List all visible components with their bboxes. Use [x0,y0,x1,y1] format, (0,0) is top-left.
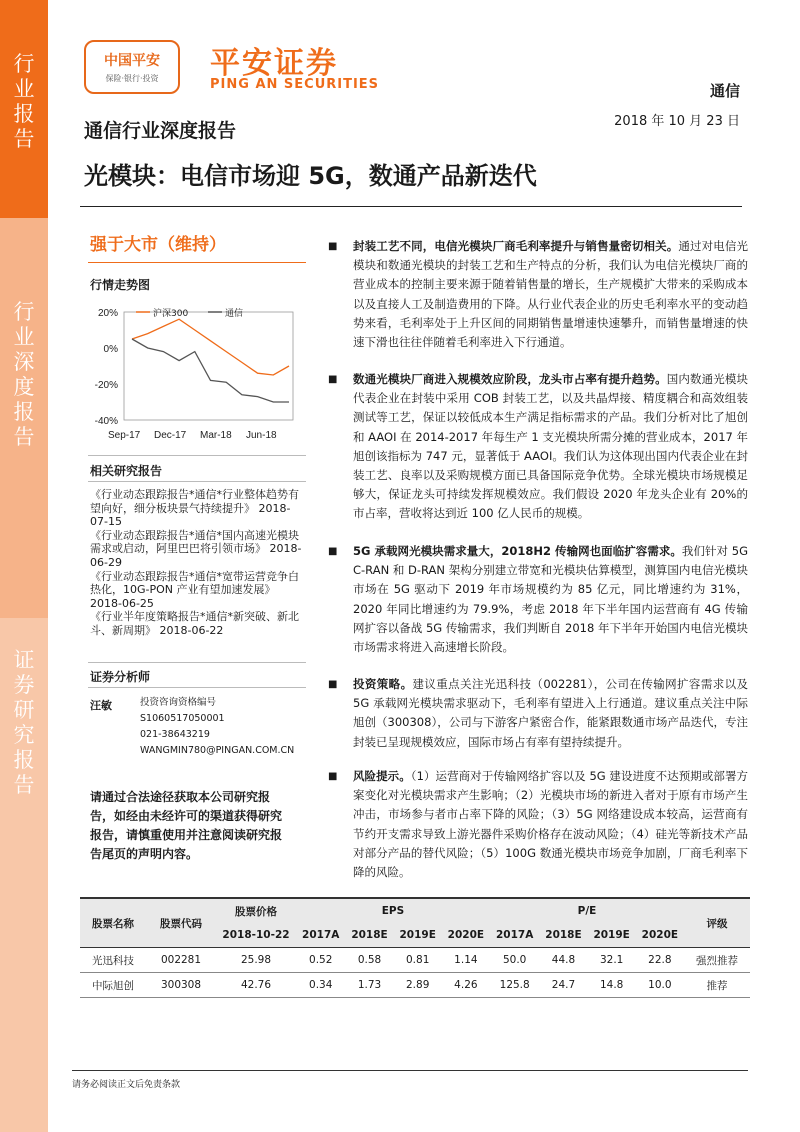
series-line-0 [132,319,289,375]
related-reports-heading: 相关研究报告 [90,464,163,478]
legend-label: 通信 [225,309,244,319]
license-label: 投资咨询资格编号 [140,697,217,708]
cell-pe: 44.8 [539,948,587,973]
industry-label: 通信 [709,82,740,100]
divider [88,455,306,456]
x-tick-label: Jun-18 [246,430,277,441]
bullet-lead: 风险提示。 [353,769,411,783]
bullet-text: 我们针对 5G C-RAN 和 D-RAN 架构分别建立带宽和光模块估算模型，测算国内电信光模块市场在 5G 驱动下 2019 年市场规模约为 85 亿元，同比增速约为 31%，2020 年同比增速约为 79.9%，考虑 2018 年下半年国内运营商有 4G 传输网扩容以备战 5G 传输需求，我们判断自 2018 年下半年开始国内电信光模块市场需求将进入高速增长阶段。 [353,544,748,655]
col-header-year: 2019E [394,923,442,948]
table-row [80,948,750,973]
col-header-year: 2017A [490,923,539,948]
col-header-eps: EPS [296,898,490,923]
cell-pe: 10.0 [636,973,684,998]
ping-an-securities-logo-cn: 平安证券 [210,46,338,81]
footer-divider [72,1070,748,1071]
report-item[interactable]: 《行业动态跟踪报告*通信*国内高速光模块需求或启动，阿里巴巴将引领市场》 2018-06-29 [90,528,302,569]
cell-pe: 22.8 [636,948,684,973]
sidebar-text-report: 行业报告 [13,52,35,151]
sidebar-segment-report [0,0,48,218]
cell-pe: 50.0 [490,948,539,973]
col-header-price-date: 2018-10-22 [216,923,296,948]
bullet-datacom [328,370,748,524]
cell-pe: 24.7 [539,973,587,998]
bullet-text: 国内数通光模块代表企业在封装中采用 COB 封装工艺，以及共晶焊接、精度耦合和高效组装测试等工艺，保证以较低成本生产满足指标需求的产品。我们分析对比了旭创和 AAOI 在 2014-2017 年每生产 1 支光模块所需分摊的营业成本，2017 年旭创该指标为 747 元，显著低于 AAOI。我们认为这体现出国内代表企业在封装工艺、良率以及采购规模方面已具备国际竞争优势。全球光模块市场规模足够大，保证龙头可持续发挥规模效应。我们假设 2020 年龙头企业有 20%的市占率，营收将达到近 100 亿人民币的规模。 [353,372,749,521]
cell-pe: 14.8 [588,973,636,998]
license-number: S1060517050001 [140,713,225,724]
col-header-price: 股票价格 [216,898,296,923]
rating-divider [88,262,306,263]
sidebar-label-research [0,648,48,798]
table-row [80,973,750,998]
rating-label: 强于大市（维持） [90,235,226,255]
cell-eps: 1.73 [345,973,393,998]
bullet-strategy [328,675,748,752]
cell-eps: 0.34 [296,973,345,998]
ping-an-logo-tagline: 保险·银行·投资 [105,74,159,83]
square-bullet-icon: ■ [328,771,338,782]
square-bullet-icon: ■ [328,374,338,385]
y-tick-label: -20% [94,380,118,391]
bullet-text: （1）运营商对于传输网络扩容以及 5G 建设进度不达预期或部署方案变化对光模块需求产生影响；（2）光模块市场的新进入者对于原有市场产生冲击，市场参与者市占率下降的风险；（3）5G 网络建设成本较高，运营商有节约开支需求导致上游光器件采购价格存在波动风险；（4）硅光等新技术产品对部分产品的替代风险；（5）100G 数通光模块市场竞争加剧，厂商毛利率下降的风险。 [353,769,748,880]
cell-pe: 32.1 [588,948,636,973]
x-tick-label: Sep-17 [108,430,141,441]
market-chart-heading: 行情走势图 [90,278,151,292]
divider [88,687,306,688]
bullet-text: 通过对电信光模块和数通光模块的封装工艺和生产特点的分析，我们认为电信光模块厂商的营业成本的控制主要来源于随着销售量的增长，生产规模扩大带来的采购成本以及直接人工及制造费用的下降。从行业代表企业的历史毛利率水平的变动趋势来看，毛利率处于上升区间的同期销售量增速快速攀升，而销售量增速的快速下滑也往往伴随着毛利率进入下行通道。 [353,239,748,350]
bullet-lead: 5G 承载网光模块需求量大，2018H2 传输网也面临扩容需求。 [353,544,682,558]
sidebar-label-report [0,52,48,152]
report-item[interactable]: 《行业半年度策略报告*通信*新突破、新北斗、新周期》 2018-06-22 [90,610,299,637]
report-item[interactable]: 《行业动态跟踪报告*通信*宽带运营竞争白热化，10G-PON 产业有望加速发展》 2018-06-25 [90,569,299,610]
analyst-info [140,695,294,759]
cell-eps: 4.26 [442,973,490,998]
report-title: 光模块：电信市场迎 5G，数通产品新迭代 [84,162,537,190]
cell-eps: 0.81 [394,948,442,973]
chart-frame [124,312,293,420]
cell-name: 光迅科技 [80,948,146,973]
cell-name: 中际旭创 [80,973,146,998]
cell-rating: 强烈推荐 [684,948,750,973]
col-header-year: 2020E [442,923,490,948]
col-header-year: 2017A [296,923,345,948]
cell-eps: 1.14 [442,948,490,973]
y-tick-label: 20% [97,308,118,319]
col-header-name: 股票名称 [80,898,146,948]
bullet-text: 建议重点关注光迅科技（002281），公司在传输网扩容需求以及 5G 承载网光模块需求驱动下，毛利率有望进入上行通道。建议重点关注中际旭创（300308），公司与下游客户紧密合作，能紧跟数通市场产品迭代，专注封装已呈现规模效应，国际市场占有率有望持续提升。 [353,677,749,749]
title-divider [80,206,742,207]
cell-pe: 125.8 [490,973,539,998]
y-tick-label: 0% [103,344,118,355]
ping-an-logo-text: 中国平安 [104,53,160,69]
cell-rating: 推荐 [684,973,750,998]
col-header-pe: P/E [490,898,684,923]
x-tick-label: Mar-18 [200,430,232,441]
sidebar-text-research: 证券研究报告 [13,648,35,797]
analyst-phone: 021-38643219 [140,729,210,740]
bullet-lead: 封装工艺不同，电信光模块厂商毛利率提升与销售量密切相关。 [353,239,679,253]
sidebar-segment-research [0,618,48,1132]
ping-an-group-logo [84,40,180,94]
sidebar-label-deep [0,300,48,450]
series-line-1 [132,339,289,402]
footer-disclaimer: 请务必阅读正文后免责条款 [72,1080,181,1090]
cell-price: 42.76 [216,973,296,998]
report-subtitle: 通信行业深度报告 [84,120,237,142]
square-bullet-icon: ■ [328,546,338,557]
ping-an-securities-logo-en: PING AN SECURITIES [210,77,380,92]
legend-label: 沪深300 [153,309,189,319]
legal-notice: 请通过合法途径获取本公司研究报告，如经由未经许可的渠道获得研究报告，请慎重使用并注意阅读研究报告尾页的声明内容。 [90,790,283,861]
cell-code: 002281 [146,948,216,973]
bullet-5g [328,542,748,657]
col-header-rating: 评级 [684,898,750,948]
square-bullet-icon: ■ [328,679,338,690]
sidebar-text-deep: 行业深度报告 [13,300,35,449]
col-header-year: 2020E [636,923,684,948]
cell-price: 25.98 [216,948,296,973]
cell-code: 300308 [146,973,216,998]
analyst-name: 汪敏 [90,699,112,712]
analyst-email[interactable]: WANGMIN780@PINGAN.COM.CN [140,745,295,756]
sidebar-segment-deep [0,218,48,618]
analyst-heading: 证券分析师 [90,670,151,684]
x-tick-label: Dec-17 [154,430,187,441]
divider [88,662,306,663]
col-header-year: 2018E [345,923,393,948]
cell-eps: 0.52 [296,948,345,973]
col-header-year: 2018E [539,923,587,948]
cell-eps: 0.58 [345,948,393,973]
col-header-year: 2019E [588,923,636,948]
bullet-risk [328,767,748,882]
related-reports-list [90,488,302,638]
market-trend-chart [88,298,303,446]
bullet-lead: 投资策略。 [353,677,413,691]
y-tick-label: -40% [94,416,118,427]
report-item[interactable]: 《行业动态跟踪报告*通信*行业整体趋势有望向好，细分板块景气持续提升》 2018-07-15 [90,488,299,529]
cell-eps: 2.89 [394,973,442,998]
valuation-table [80,897,750,998]
bullet-lead: 数通光模块厂商进入规模效应阶段，龙头市占率有提升趋势。 [353,372,667,386]
bullet-packaging [328,237,748,352]
report-date: 2018 年 10 月 23 日 [614,114,740,129]
divider [88,481,306,482]
col-header-code: 股票代码 [146,898,216,948]
side-bar [0,0,48,1132]
square-bullet-icon: ■ [328,241,338,252]
